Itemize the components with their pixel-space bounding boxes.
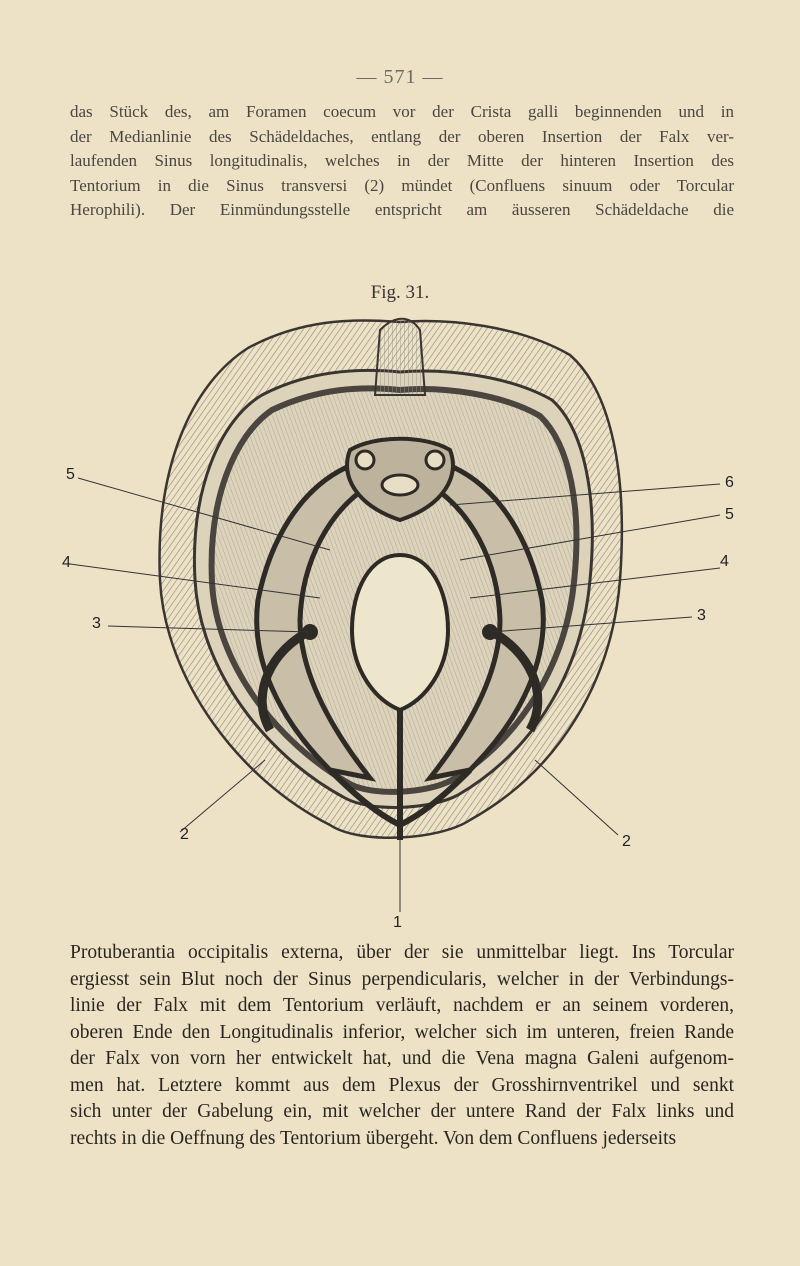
text-line: ergiesst sein Blut noch der Sinus perpendicularis, welcher in der Verbindungs- [70,968,734,990]
text-line: Tentorium in die Sinus transversi (2) mündet (Confluens sinuum oder Torcular [70,175,734,195]
skull-section-illustration [0,300,800,930]
label-right-4: 4 [720,553,729,570]
text-line: laufenden Sinus longitudinalis, welches in der Mitte der hinteren Insertion des [70,151,734,171]
crista-galli [375,319,425,395]
carotid-left [356,451,374,469]
label-right-3: 3 [697,607,706,624]
carotid-right [426,451,444,469]
label-right-2: 2 [622,833,631,850]
label-left-5: 5 [66,466,75,483]
text-line: das Stück des, am Foramen coecum vor der Crista galli beginnenden und in [70,102,734,121]
page-number: — 571 — [356,66,444,88]
label-left-2: 2 [180,826,189,843]
text-line: oberen Ende den Longitudinalis inferior, welcher sich im unteren, freien Rande [70,1021,734,1043]
label-bottom-1: 1 [393,914,402,931]
text-line: sich unter der Gabelung ein, mit welcher der untere Rand der Falx links und [70,1101,734,1122]
label-left-4: 4 [62,554,71,571]
top-paragraph [70,100,734,223]
text-line: Herophili). Der Einmündungsstelle entspricht am äusseren Schädeldache die [70,200,734,220]
bottom-paragraph [70,940,734,1152]
figure-caption: Fig. 31. [370,282,430,303]
text-line: men hat. Letztere kommt aus dem Plexus der Grosshirnventrikel und senkt [70,1074,734,1096]
label-right-6: 6 [725,474,734,491]
sinus-intercavernosus [382,475,418,495]
label-right-5: 5 [725,506,734,523]
label-left-3: 3 [92,615,101,632]
anatomical-figure [0,300,800,930]
text-line: Protuberantia occipitalis externa, über der sie unmittelbar liegt. Ins Torcular [70,942,734,963]
text-line: der Falx von vorn her entwickelt hat, und die Vena magna Galeni aufgenom- [70,1048,734,1069]
text-line: rechts in die Oeffnung des Tentorium übergeht. Von dem Confluens jederseits [70,1127,677,1149]
text-line: linie der Falx mit dem Tentorium verläuft, nachdem er an seinem vorderen, [70,995,734,1016]
text-line: der Medianlinie des Schädeldaches, entlang der oberen Insertion der Falx ver- [70,126,734,146]
